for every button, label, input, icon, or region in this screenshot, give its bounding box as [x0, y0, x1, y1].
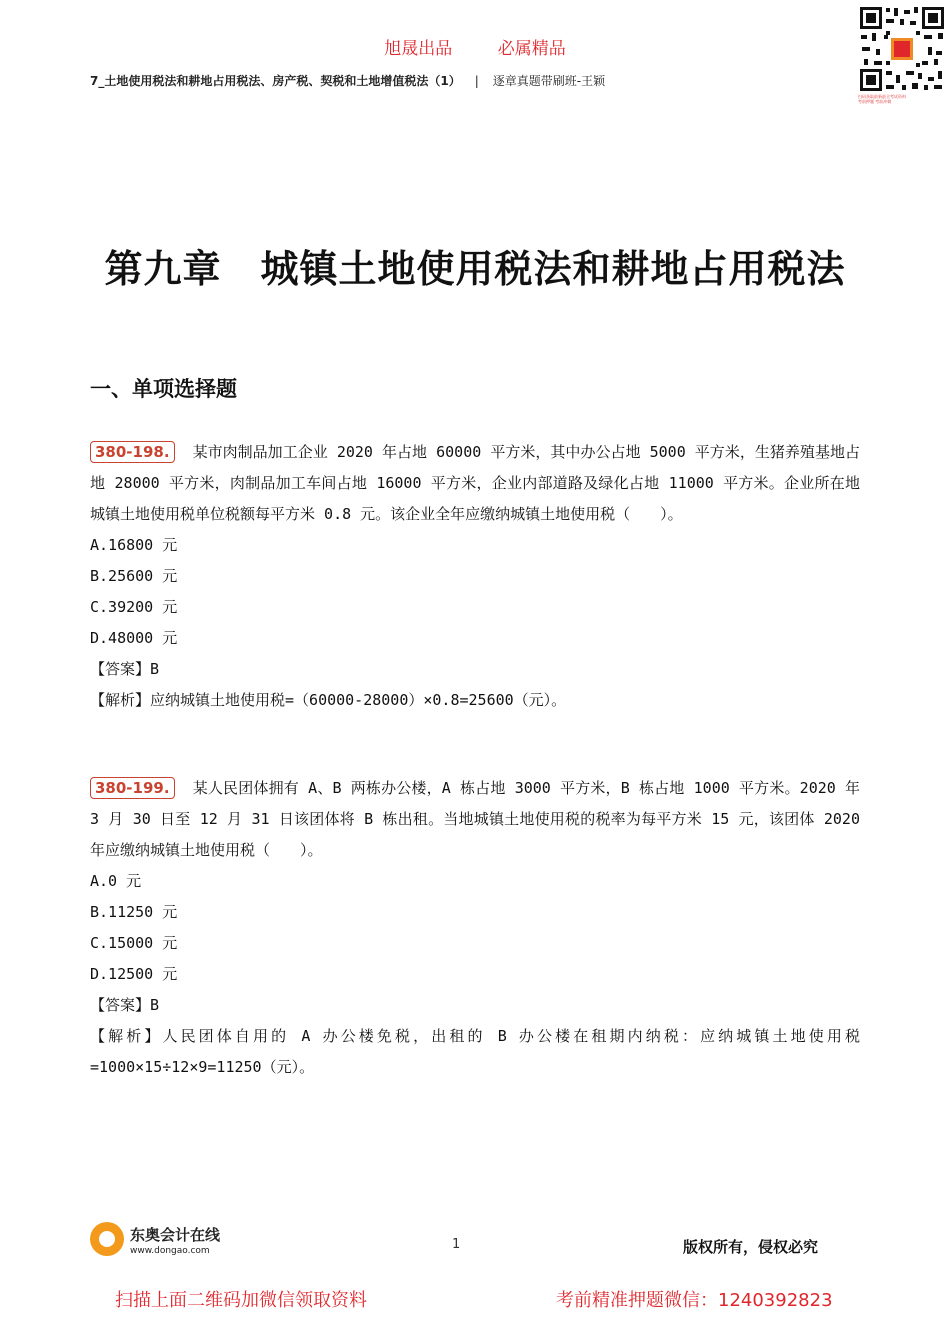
qr-caption-line-2: 考前押题 考前冲刺	[858, 99, 892, 104]
bottom-left-promo: 扫描上面二维码加微信领取资料	[115, 1290, 367, 1311]
question-stem-text: 某市肉制品加工企业 2020 年占地 60000 平方米，其中办公占地 5000 平方米，生猪养殖基地占地 28000 平方米，肉制品加工车间占地 16000 平方米，企业内部道路及绿化占地 11000 平方米。企业所在地城镇土地使用税单位税额每平方米 0.8 元。该企业全年应缴纳城镇土地使用税（ ）。	[90, 443, 860, 523]
analysis: 【解析】人民团体自用的 A 办公楼免税，出租的 B 办公楼在租期内纳税：应纳城镇土地使用税=1000×15÷12×9=11250（元）。	[90, 1027, 860, 1076]
option-c: C.15000 元	[90, 934, 178, 952]
question-block	[90, 437, 860, 716]
option-b: B.11250 元	[90, 903, 178, 921]
header-separator: |	[474, 74, 479, 88]
question-number-badge: 380-198.	[90, 441, 175, 463]
analysis: 【解析】应纳城镇土地使用税=（60000-28000）×0.8=25600（元）。	[90, 691, 567, 709]
top-banner	[0, 34, 950, 59]
qr-caption-line-1: 扫码获取最新最全考试资料	[858, 94, 906, 99]
answer: 【答案】B	[90, 660, 160, 678]
logo-name: 东奥会计在线	[130, 1226, 221, 1244]
qr-caption	[858, 94, 946, 104]
answer: 【答案】B	[90, 996, 160, 1014]
option-d: D.12500 元	[90, 965, 178, 983]
page-number: 1	[452, 1237, 461, 1252]
section-title: 一、单项选择题	[90, 377, 237, 401]
bottom-right-promo: 考前精准押题微信：1240392823	[556, 1290, 833, 1311]
chapter-title: 第九章 城镇土地使用税法和耕地占用税法	[104, 246, 846, 291]
question-stem-text: 某人民团体拥有 A、B 两栋办公楼，A 栋占地 3000 平方米，B 栋占地 1000 平方米。2020 年 3 月 30 日至 12 月 31 日该团体将 B 栋出租。当地城镇土地使用税的税率为每平方米 15 元，该团体 2020 年应缴纳城镇土地使用税（ ）。	[90, 779, 860, 859]
option-b: B.25600 元	[90, 567, 178, 585]
logo-url: www.dongao.com	[130, 1246, 210, 1256]
header-course: 逐章真题带刷班-王颖	[492, 74, 606, 88]
running-header	[90, 72, 605, 89]
banner-left-text: 旭晟出品	[384, 39, 453, 59]
option-a: A.0 元	[90, 872, 142, 890]
dongao-logo	[90, 1222, 230, 1262]
option-c: C.39200 元	[90, 598, 178, 616]
copyright-notice: 版权所有，侵权必究	[683, 1238, 819, 1256]
banner-right-text: 必属精品	[497, 39, 566, 59]
header-chapter-file: 7_土地使用税法和耕地占用税法、房产税、契税和土地增值税法（1）	[90, 74, 461, 88]
question-stem	[90, 437, 860, 530]
question-block	[90, 773, 860, 1083]
option-d: D.48000 元	[90, 629, 178, 647]
question-number-badge: 380-199.	[90, 777, 175, 799]
question-stem	[90, 773, 860, 866]
logo-mark-icon	[90, 1222, 124, 1256]
qr-code-icon	[858, 5, 946, 93]
option-a: A.16800 元	[90, 536, 178, 554]
